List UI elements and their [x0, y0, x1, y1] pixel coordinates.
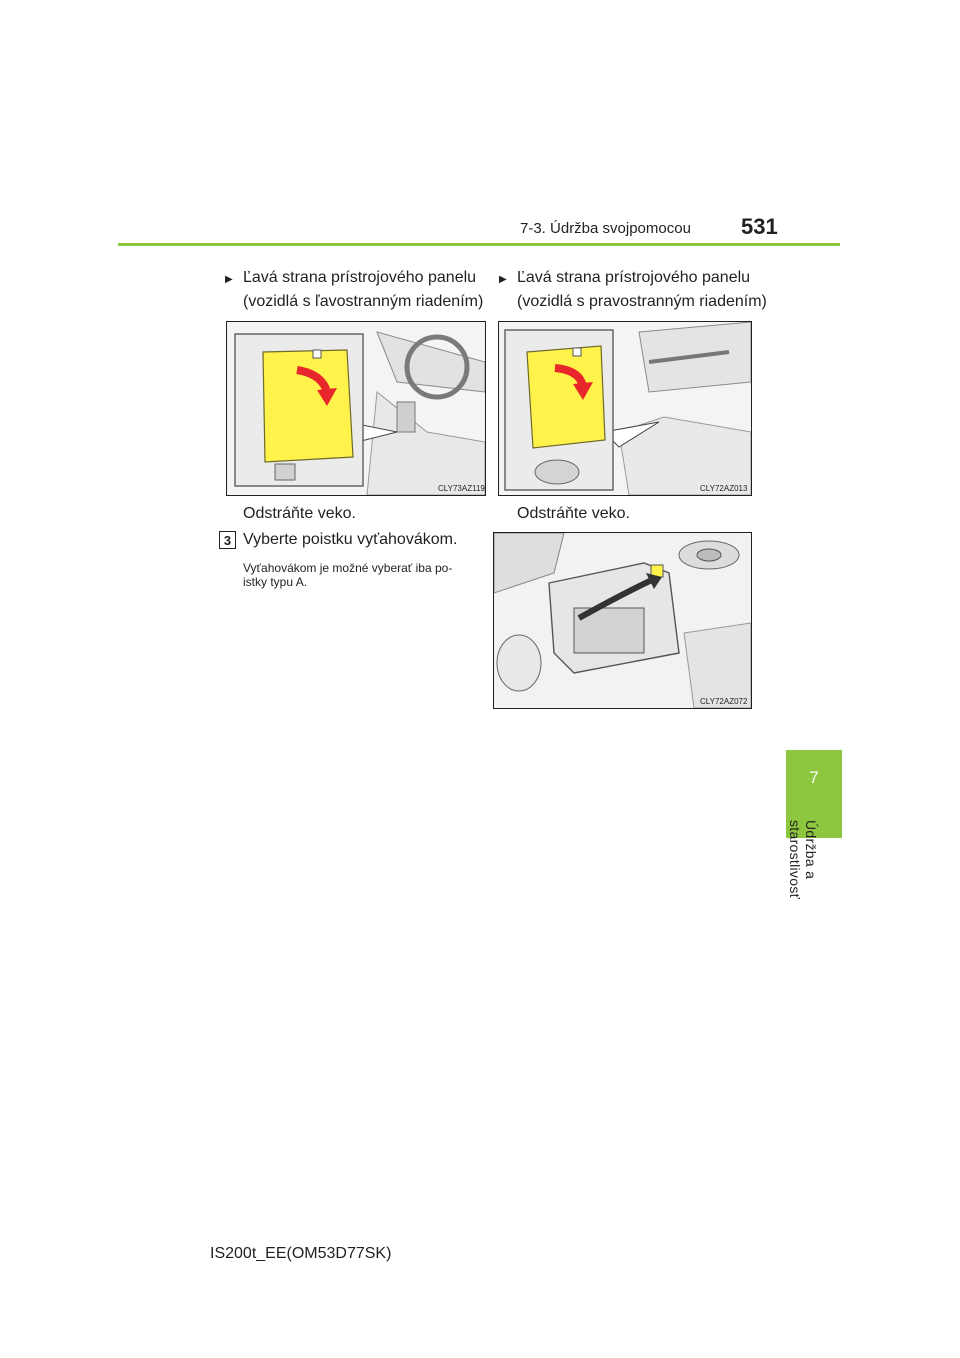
- right-caption: Odstráňte veko.: [517, 505, 630, 522]
- section-title: 7-3. Údržba svojpomocou: [520, 220, 691, 237]
- header-divider: [118, 243, 840, 246]
- image-code: CLY72AZ013: [700, 484, 748, 493]
- right-heading: [499, 266, 767, 314]
- chapter-title-vertical: [779, 820, 819, 960]
- step3-note-line2: istky typu A.: [243, 575, 308, 589]
- chapter-number: 7: [809, 768, 819, 787]
- image-code: CLY73AZ119: [438, 484, 485, 493]
- bullet-triangle-icon: ▶: [499, 274, 507, 285]
- illustration-fuse-removal: [493, 532, 752, 709]
- left-heading-line2: (vozidlá s ľavostranným riadením): [243, 293, 484, 310]
- illustration-rhd-cover: [498, 321, 752, 496]
- footer-model-code: IS200t_EE(OM53D77SK): [210, 1245, 392, 1262]
- right-heading-line1: Ľavá strana prístrojového panelu: [517, 269, 751, 286]
- chapter-title: Údržba a starostlivosť: [787, 820, 819, 900]
- image-code: CLY72AZ072: [700, 697, 748, 706]
- bullet-triangle-icon: ▶: [225, 274, 233, 285]
- illustration-lhd-cover: [226, 321, 486, 496]
- left-heading: [225, 266, 484, 314]
- step3-note: [243, 561, 452, 589]
- page-number: 531: [741, 214, 778, 239]
- left-caption: Odstráňte veko.: [243, 505, 356, 522]
- step3-text: Vyberte poistku vyťahovákom.: [243, 531, 458, 548]
- right-heading-line2: (vozidlá s pravostranným riadením): [517, 293, 767, 310]
- left-heading-line1: Ľavá strana prístrojového panelu: [243, 269, 477, 286]
- step-number-badge: 3: [219, 531, 236, 549]
- step3-note-line1: Vyťahovákom je možné vyberať iba po-: [243, 561, 453, 575]
